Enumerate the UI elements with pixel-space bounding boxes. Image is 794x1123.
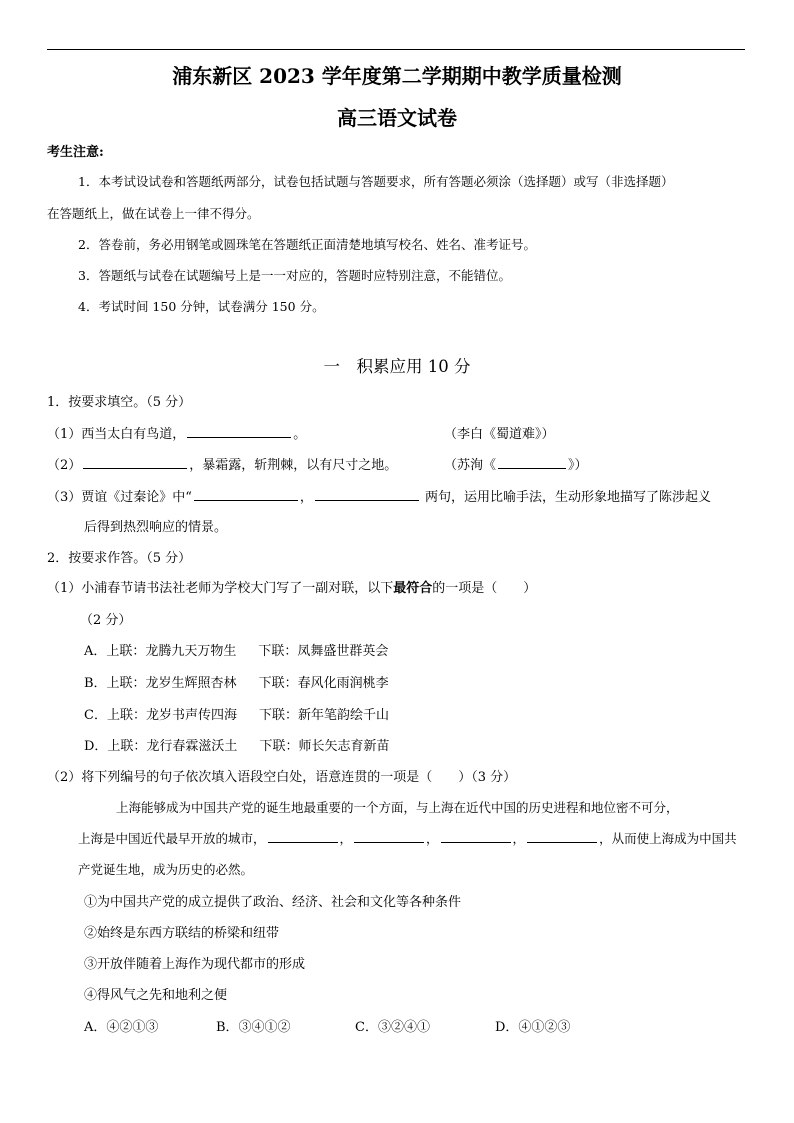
q1-sub3-cont: 后得到热烈响应的情景。 bbox=[84, 520, 228, 535]
comma: ， bbox=[339, 831, 353, 846]
answer-blank[interactable] bbox=[498, 456, 566, 469]
answer-blank[interactable] bbox=[354, 830, 424, 843]
q1-sub1-text: （1）西当太白有鸟道， bbox=[47, 427, 186, 442]
answer-blank[interactable] bbox=[441, 830, 511, 843]
passage-line-2 bbox=[78, 829, 737, 847]
option-d-lower: 下联：师长矢志育新苗 bbox=[259, 739, 390, 754]
sentence-1: ①为中国共产党的成立提供了政治、经济、社会和文化等各种条件 bbox=[84, 895, 462, 910]
header-rule bbox=[47, 49, 745, 50]
q2-part2-stem: （2）将下列编号的句子依次填入语段空白处，语意连贯的一项是（ ）（3 分） bbox=[47, 770, 517, 785]
q1-stem: 1．按要求填空。（5 分） bbox=[47, 395, 192, 410]
sentence-2: ②始终是东西方联结的桥梁和纽带 bbox=[84, 926, 280, 941]
option-b-upper: B．上联：龙岁生辉照杏林 bbox=[84, 676, 237, 691]
answer-blank[interactable] bbox=[83, 456, 187, 469]
notice-item-3: 3．答题纸与试卷在试题编号上是一一对应的，答题时应特别注意，不能错位。 bbox=[78, 268, 511, 283]
choice-b[interactable]: B．③④①② bbox=[216, 1020, 291, 1035]
option-a-lower: 下联：凤舞盛世群英会 bbox=[258, 644, 389, 659]
option-b-lower: 下联：春风化雨润桃李 bbox=[258, 676, 389, 691]
q2-stem: 2．按要求作答。（5 分） bbox=[47, 551, 192, 566]
q1-sub3-b: ， bbox=[299, 490, 313, 505]
sentence-3: ③开放伴随着上海作为现代都市的形成 bbox=[84, 957, 306, 972]
choice-d[interactable]: D．④①②③ bbox=[495, 1020, 571, 1035]
q2-part1-b: 的一项是（ ） bbox=[432, 581, 537, 596]
answer-blank[interactable] bbox=[194, 488, 298, 501]
choice-c[interactable]: C．③②④① bbox=[355, 1020, 430, 1035]
passage-line-1: 上海能够成为中国共产党的诞生地最重要的一个方面，与上海在近代中国的历史进程和地位密不可分， bbox=[116, 800, 679, 815]
option-c-upper: C．上联：龙岁书声传四海 bbox=[84, 708, 237, 723]
option-c[interactable] bbox=[84, 704, 389, 723]
passage-line-2-b: ，从而使上海成为中国共 bbox=[599, 831, 737, 846]
q1-sub1-source: （李白《蜀道难》） bbox=[444, 427, 555, 442]
q2-part1-score: （2 分） bbox=[80, 613, 132, 628]
notice-heading: 考生注意: bbox=[47, 145, 104, 160]
sentence-4: ④得风气之先和地利之便 bbox=[84, 988, 228, 1003]
q1-sub3-a: （3）贾谊《过秦论》中“ bbox=[47, 490, 192, 505]
q2-part1-emphasis: 最符合 bbox=[393, 581, 433, 596]
q2-part1 bbox=[47, 577, 536, 596]
q1-sub2-num: （2） bbox=[47, 458, 82, 473]
section-title: 一 积累应用 10 分 bbox=[323, 357, 471, 376]
passage-line-3: 产党诞生地，成为历史的必然。 bbox=[78, 862, 254, 877]
answer-blank[interactable] bbox=[187, 425, 291, 438]
notice-item-2: 2．答卷前，务必用钢笔或圆珠笔在答题纸正面清楚地填写校名、姓名、准考证号。 bbox=[78, 237, 536, 252]
q1-sub1 bbox=[47, 423, 306, 442]
notice-item-4: 4．考试时间 150 分钟，试卷满分 150 分。 bbox=[78, 299, 325, 314]
q2-part1-a: （1）小浦春节请书法社老师为学校大门写了一副对联，以下 bbox=[47, 581, 394, 596]
option-a[interactable] bbox=[84, 640, 388, 659]
q1-sub3 bbox=[47, 486, 711, 505]
option-c-lower: 下联：新年笔韵绘千山 bbox=[258, 708, 389, 723]
exam-subtitle: 高三语文试卷 bbox=[337, 106, 457, 130]
answer-blank[interactable] bbox=[315, 488, 419, 501]
q1-sub2-text: ，暴霜露，斩荆棘，以有尺寸之地。 bbox=[189, 458, 398, 473]
q1-sub3-c: 两句，运用比喻手法，生动形象地描写了陈涉起义 bbox=[424, 490, 711, 505]
q1-sub2-source-b: 》） bbox=[568, 458, 588, 473]
notice-item-1: 1．本考试设试卷和答题纸两部分，试卷包括试题与答题要求，所有答题必须涂（选择题）或写（非选择题） bbox=[78, 174, 674, 189]
comma: ， bbox=[512, 831, 526, 846]
option-d[interactable] bbox=[84, 735, 389, 754]
q1-sub2 bbox=[47, 454, 397, 473]
answer-blank[interactable] bbox=[527, 830, 597, 843]
option-d-upper: D．上联：龙行春霖滋沃土 bbox=[84, 739, 238, 754]
option-b[interactable] bbox=[84, 672, 389, 691]
q1-sub2-source bbox=[444, 454, 588, 473]
choice-a[interactable]: A．④②①③ bbox=[84, 1020, 159, 1035]
passage-line-2-a: 上海是中国近代最早开放的城市， bbox=[78, 831, 266, 846]
q1-sub2-source-a: （苏洵《 bbox=[444, 458, 497, 473]
exam-title: 浦东新区 2023 学年度第二学期期中教学质量检测 bbox=[172, 64, 622, 88]
option-a-upper: A．上联：龙腾九天万物生 bbox=[84, 644, 237, 659]
answer-blank[interactable] bbox=[268, 830, 338, 843]
q1-sub1-end: 。 bbox=[293, 427, 307, 442]
notice-item-1-cont: 在答题纸上，做在试卷上一律不得分。 bbox=[47, 206, 260, 221]
comma: ， bbox=[426, 831, 439, 846]
